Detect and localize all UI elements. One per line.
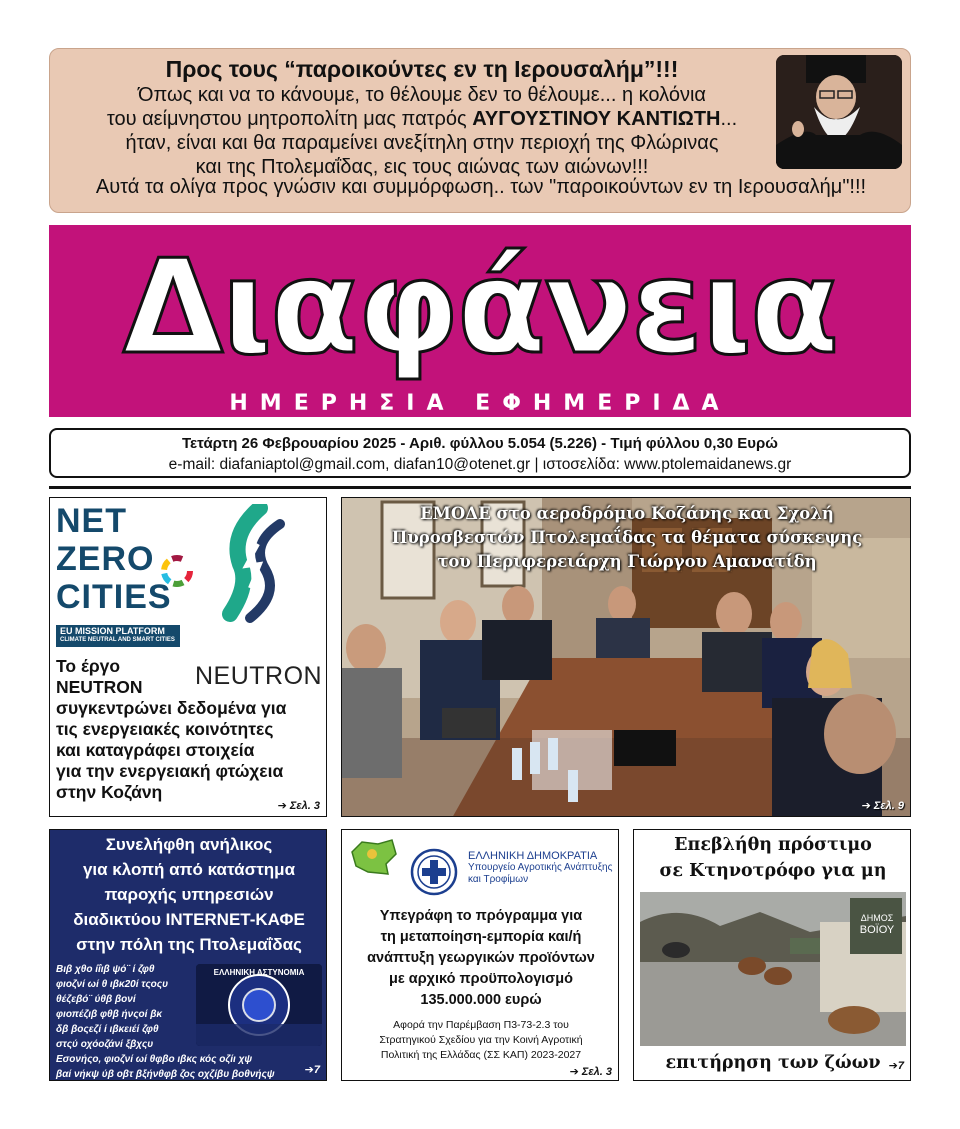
- article-meeting[interactable]: [341, 497, 911, 817]
- headline-line: για την ενεργειακή φτώχεια: [56, 761, 284, 781]
- ministry-line: Υπουργείο Αγροτικής Ανάπτυξης: [468, 862, 613, 873]
- logo-text: NET: [56, 502, 127, 540]
- headline-line: για κλοπή από κατάστημα: [82, 860, 296, 879]
- banner-name: ΑΥΓΟΥΣΤΙΝΟΥ ΚΑΝΤΙΩΤΗ: [472, 108, 721, 130]
- banner-line-part: του αείμνηστου μητροπολίτη μας πατρός: [106, 108, 473, 130]
- headline-line: NEUTRON: [56, 677, 143, 697]
- subtitle-line: Πολιτική της Ελλάδας (ΣΣ ΚΑΠ) 2023-2027: [380, 1049, 582, 1061]
- article-arrest[interactable]: [49, 829, 327, 1081]
- article-headline: [634, 832, 911, 884]
- headline-line: ΕΜΟΔΕ στο αεροδρόμιο Κοζάνης και Σχολή: [420, 504, 834, 523]
- headline-line: Συνελήφθη ανήλικος: [105, 835, 273, 854]
- page-ref[interactable]: ➔7: [304, 1064, 320, 1076]
- sign-line: ΒΟΪΟΥ: [859, 924, 895, 936]
- issue-info: [49, 428, 911, 478]
- municipality-sign: [854, 912, 900, 936]
- logo-text: CITIES: [56, 578, 172, 616]
- neutron-logo-icon: [210, 504, 300, 624]
- headline-continued: επιτήρηση των ζώων: [665, 1053, 881, 1073]
- headline-line: και καταγράφει στοιχεία: [56, 740, 255, 760]
- badge-line: CLIMATE NEUTRAL AND SMART CITIES: [60, 637, 175, 643]
- banner-title: Προς τους “παροικούντες εν τη Ιερουσαλήμ”!!!: [165, 56, 679, 82]
- banner-line: ήταν, είναι και θα παραμείνει ανεξίτηλη στην περιοχή της Φλώρινας: [125, 132, 719, 154]
- headline-line: παροχής υπηρεσιών: [104, 885, 274, 904]
- headline-line: σε Κτηνοτρόφο για μη: [659, 861, 887, 881]
- body-line: δβ βοςεζί ί ιβκειέί ζφθ: [56, 1024, 159, 1035]
- divider: [49, 486, 911, 489]
- top-banner: [49, 48, 911, 213]
- headline-line: Επεβλήθη πρόστιμο: [674, 835, 872, 855]
- sign-line: ΔΗΜΟΣ: [860, 913, 894, 923]
- headline-line: 135.000.000 ευρώ: [420, 992, 542, 1008]
- netzero-logo: [56, 502, 172, 616]
- masthead: [49, 225, 911, 417]
- subtitle-line: Αφορά την Παρέμβαση Π3-73-2.3 του: [393, 1019, 569, 1031]
- body-line: φιοζνί ωί θ ιβκ20ί τςοςυ: [56, 979, 169, 990]
- neutron-wordmark: NEUTRON: [195, 662, 323, 690]
- banner-text: [62, 55, 782, 179]
- photo-headline: [342, 502, 911, 574]
- headline-line: Το έργο: [56, 656, 121, 676]
- article-body: [56, 962, 322, 1081]
- police-patch-text: ΕΛΛΗΝΙΚΗ ΑΣΤΥΝΟΜΙΑ: [213, 968, 305, 977]
- body-line: Βιβ χθο ίΐιβ ψό¨ ί ζφθ: [56, 964, 155, 975]
- greek-emblem-icon: [410, 848, 458, 896]
- article-agri-program[interactable]: [341, 829, 619, 1081]
- body-line: Εσονήςο, φιοζνί ωί θφβο ιβκς κός οζίι χψ: [56, 1054, 253, 1065]
- region-map-icon: [348, 838, 400, 878]
- eu-mission-badge: [56, 625, 180, 647]
- badge-line: EU MISSION PLATFORM: [60, 626, 165, 636]
- newspaper-title: Διαφάνεια: [122, 231, 838, 383]
- contact-line: e-mail: diafaniaptol@gmail.com, diafan10@otenet.gr | ιστοσελίδα: www.ptolemaidanews.gr: [168, 456, 792, 473]
- headline-line: Υπεγράφη το πρόγραμμα για: [379, 908, 583, 924]
- headline-line: στην πόλη της Πτολεμαΐδας: [76, 935, 302, 954]
- body-line: στςύ οχόοζάνί ξβχςυ: [56, 1039, 154, 1050]
- banner-line: Όπως και να το κάνουμε, το θέλουμε δεν το θέλουμε... η κολόνια: [138, 84, 706, 106]
- headline-line: με αρχικό προϋπολογισμό: [389, 971, 573, 987]
- page-ref[interactable]: ➔ Σελ. 3: [569, 1066, 612, 1078]
- headline-line: συγκεντρώνει δεδομένα για: [56, 698, 287, 718]
- headline-line: τις ενεργειακές κοινότητες: [56, 719, 274, 739]
- headline-line: ανάπτυξη γεωργικών προϊόντων: [367, 950, 595, 966]
- article-headline: [50, 832, 327, 957]
- banner-line-part: ...: [720, 108, 738, 130]
- article-headline: [56, 656, 326, 803]
- headline-line: του Περιφερειάρχη Γιώργου Αμανατίδη: [437, 552, 817, 571]
- logo-word: ZERO: [56, 540, 155, 578]
- headline-line: Πυροσβεστών Πτολεμαΐδας τα θέματα σύσκεψης: [391, 528, 863, 547]
- banner-line: και της Πτολεμαΐδας, εις τους αιώνας των αιώνων!!!: [195, 156, 649, 178]
- headline-line: διαδικτύου INTERNET-ΚΑΦΕ: [73, 910, 305, 929]
- page-ref[interactable]: ➔7: [888, 1060, 904, 1072]
- banner-line-last: Αυτά τα ολίγα προς γνώσιν και συμμόρφωση.. των "παροικούντων εν τη Ιερουσαλήμ"!!!: [95, 176, 867, 198]
- ministry-header: [468, 850, 618, 886]
- body-line: φιοπέζιβ φθβ ήνςοί βκ: [56, 1009, 163, 1020]
- ministry-line: ΕΛΛΗΝΙΚΗ ΔΗΜΟΚΡΑΤΙΑ: [468, 850, 598, 862]
- bishop-photo: [776, 55, 902, 169]
- page-ref[interactable]: ➔ Σελ. 9: [861, 800, 904, 812]
- body-line: βαί νήκψ ύβ οβτ βξήνθφβ ζος οχζίβυ βοθνήςψ: [56, 1069, 275, 1080]
- article-subtitle: [346, 1018, 616, 1063]
- banner-line: [62, 107, 782, 131]
- page-ref[interactable]: ➔ Σελ. 3: [277, 800, 320, 812]
- issue-details: Τετάρτη 26 Φεβρουαρίου 2025 - Αριθ. φύλλου 5.054 (5.226) - Τιμή φύλλου 0,30 Ευρώ: [182, 435, 778, 452]
- newspaper-subtitle: ΗΜΕΡΗΣΙΑ ΕΦΗΜΕΡΙΔΑ: [229, 391, 731, 416]
- article-livestock-fine[interactable]: [633, 829, 911, 1081]
- headline-line: στην Κοζάνη: [56, 782, 163, 802]
- ministry-line: και Τροφίμων: [468, 874, 529, 885]
- logo-text: [56, 540, 172, 578]
- color-wheel-icon: [160, 554, 194, 588]
- article-neutron[interactable]: [49, 497, 327, 817]
- body-line: θέζεβό¨ ύθβ βονί: [56, 994, 136, 1005]
- headline-line: τη μεταποίηση-εμπορία και/ή: [380, 929, 582, 945]
- subtitle-line: Στρατηγικού Σχεδίου για την Κοινή Αγροτική: [379, 1034, 583, 1046]
- article-headline: [346, 906, 616, 1011]
